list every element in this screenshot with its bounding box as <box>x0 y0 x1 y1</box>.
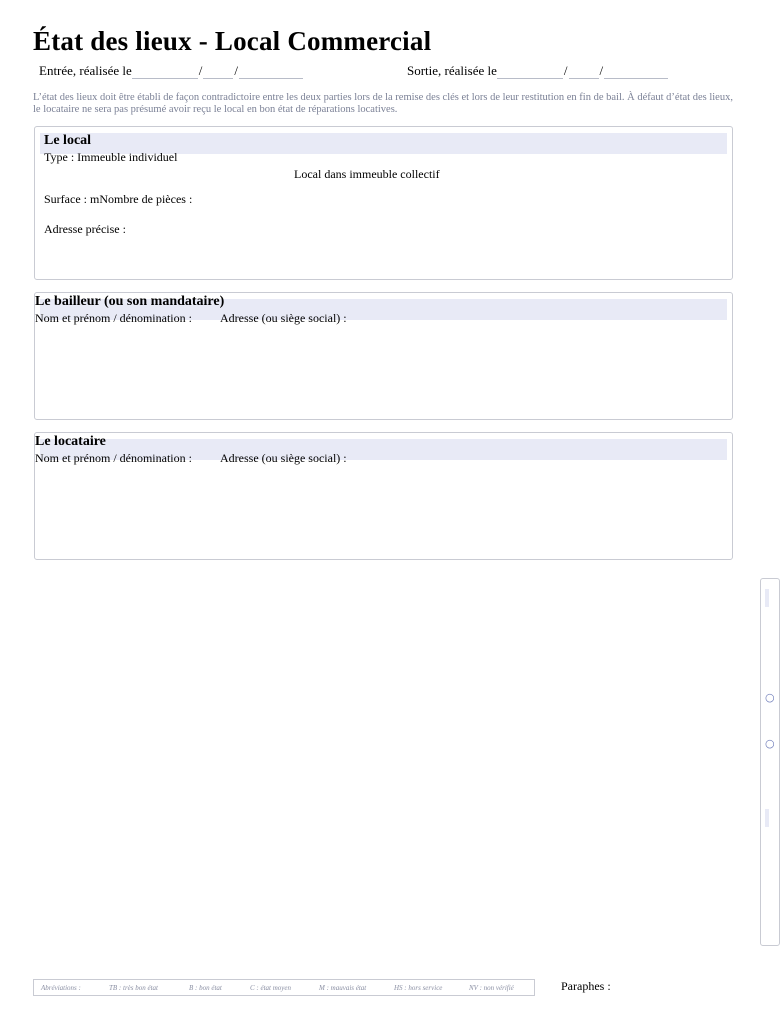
date-separator: / <box>198 63 203 78</box>
bailleur-nom-label: Nom et prénom / dénomination : <box>35 311 192 325</box>
entree-day-field[interactable] <box>132 66 198 79</box>
section-locataire <box>34 432 733 560</box>
bailleur-adresse-label: Adresse (ou siège social) : <box>220 311 347 325</box>
entree-label: Entrée, réalisée le <box>39 63 132 78</box>
surface-line <box>44 192 192 207</box>
page-title: État des lieux - Local Commercial <box>33 26 432 56</box>
locataire-adresse-label: Adresse (ou siège social) : <box>220 451 347 465</box>
legend-b: B : bon état <box>189 984 222 992</box>
adresse-precise-label: Adresse précise : <box>44 222 126 236</box>
section-header-band <box>765 589 769 607</box>
entree-date-line <box>39 63 303 79</box>
date-separator: / <box>563 63 568 78</box>
type-label: Type : Immeuble individuel <box>44 150 178 164</box>
type-option-collectif[interactable]: Local dans immeuble collectif <box>294 167 440 181</box>
legend-m: M : mauvais état <box>319 984 367 992</box>
section-title-local: Le local <box>44 133 92 148</box>
intro-paragraph: L’état des lieux doit être établi de façon contradictoire entre les deux parties lors de la remise des clés et lors de leur restitution en fin de bail. À défaut d’état des lieux, le locataire ne sera pas présumé avoir reçu le local en bon état de réparations locatives. <box>33 92 733 115</box>
legend-hs: HS : hors service <box>394 984 443 992</box>
section-local <box>34 126 733 280</box>
date-separator: / <box>599 63 604 78</box>
entree-year-field[interactable] <box>239 66 303 79</box>
sortie-label: Sortie, réalisée le <box>407 63 497 78</box>
paraphes-label: Paraphes : <box>561 979 611 993</box>
legend-c: C : état moyen <box>250 984 292 992</box>
section-header-band <box>765 809 769 827</box>
section-title-locataire: Le locataire <box>35 434 106 449</box>
surface-label: Surface : m <box>44 192 100 206</box>
pieces-label: Nombre de pièces : <box>99 192 193 206</box>
sortie-date-line <box>407 63 668 79</box>
date-separator: / <box>234 63 238 78</box>
section-bailleur <box>34 292 733 420</box>
sortie-year-field[interactable] <box>604 66 668 79</box>
abbreviations-legend <box>33 979 535 996</box>
locataire-nom-label: Nom et prénom / dénomination : <box>35 451 192 465</box>
legend-title: Abréviations : <box>41 984 81 992</box>
sortie-month-field[interactable] <box>569 66 599 79</box>
sortie-day-field[interactable] <box>497 66 563 79</box>
legend-tb: TB : très bon état <box>109 984 158 992</box>
radio-icon[interactable]: ○ <box>765 737 775 750</box>
entree-month-field[interactable] <box>203 66 233 79</box>
radio-icon[interactable]: ○ <box>765 691 775 704</box>
next-page-frame <box>760 578 780 946</box>
legend-nv: NV : non vérifié <box>469 984 514 992</box>
section-title-bailleur: Le bailleur (ou son mandataire) <box>35 294 225 309</box>
